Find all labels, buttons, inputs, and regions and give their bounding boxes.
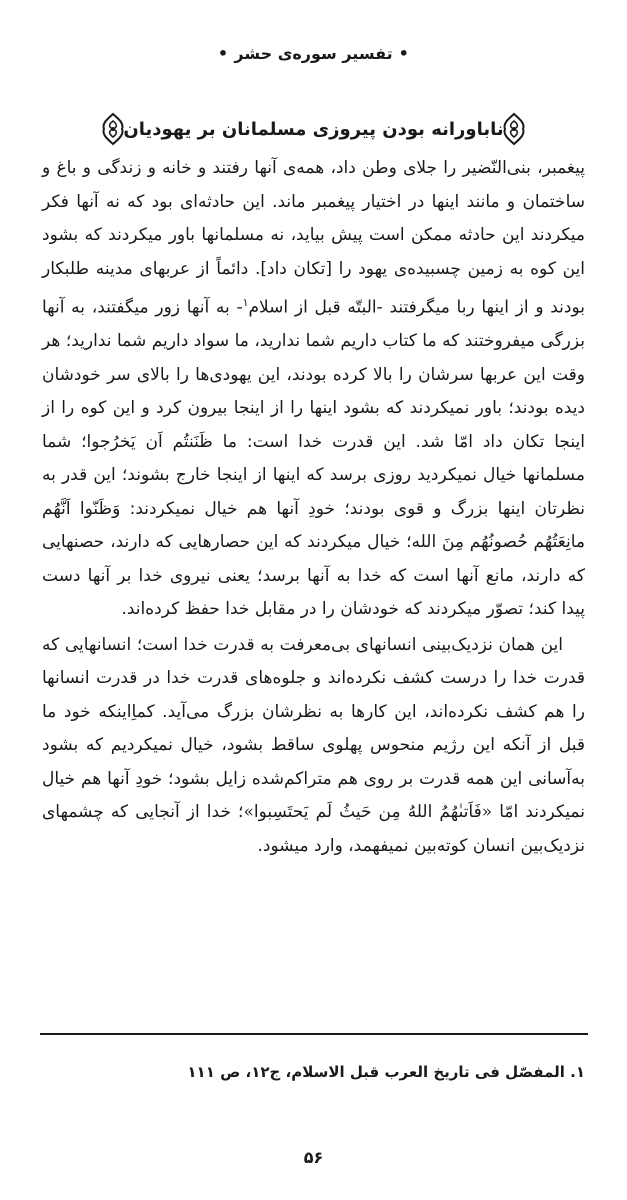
section-heading [100,112,527,146]
knot-ornament-icon [100,112,126,146]
knot-ornament-icon [501,112,527,146]
paragraph-2-text-b: ؛ خدا از آنجایی که چشمهای نزدیک‌بین انسان کوته‌بین نمیفهمد، وارد میشود. [42,802,585,856]
paragraph-1 [42,152,585,627]
header-bullet-left: • [217,44,229,63]
page-number: ۵۶ [303,1148,324,1167]
paragraph-2 [42,629,585,864]
quran-quote-1: ما ظَنَنتُم اَن یَخرُجوا [86,431,237,452]
paragraph-2-text-a: این همان نزدیک‌بینی انسانهای بی‌معرفت به قدرت خدا است؛ انسانهایی که قدرت خدا را درست کشف نکرده‌اند و جلوه‌های قدرت خدا در قدرت انسانها را هم کشف نکرده‌اند، این کارها به نظرشان بزرگ می‌آید. کماِاینکه خود ما قبل از آنکه این رژیم منحوس پهلوی ساقط بشود، خیال نمیکردیم که بشود به‌آسانی این همه قدرت بر روی هم متراکم‌شده زایل بشود؛ خودِ آنها هم خیال نمیکردند امّا [42,634,585,823]
footnote: ۱. المفصّل فی تاریخ العرب قبل الاسلام، ج۱۲، ص ۱۱۱ [187,1063,585,1081]
footnote-divider [40,1033,588,1035]
paragraph-1-text-d: ؛ خیال میکردند که این حصارهایی که دارند، حصنهایی که دارند، مانع آنها است که خدا به آنها برسد؛ یعنی نیروی خدا بر آنها دست پیدا کند؛ تصوّر میکردند که خودشان را در مقابل خدا حفظ کرده‌اند. [42,532,585,620]
section-title: ناباورانه بودن پیروزی مسلمانان بر یهودیان [123,118,504,140]
header-bullet-right: • [398,44,410,63]
paragraph-1-text-c: ؛ شما مسلمانها خیال نمیکردید روزی برسد که اینها از اینجا خارج بشوند؛ این قدر به نظرتان اینها بزرگ و قوی بودند؛ خودِ آنها هم خیال نمیکردند: [42,431,585,519]
quran-quote-3: «فَاَتىٰهُمُ اللهُ مِن حَیثُ لَم یَحتَسِبوا» [243,802,493,823]
footnote-marker: ۱ [242,296,249,309]
quran-quote-2: وَظَنّوا اَنَّهُم مانِعَتُهُم حُصونُهُم مِنَ الله [42,498,585,553]
running-header [0,44,627,63]
running-title: تفسیر سوره‌ی حشر [234,44,393,63]
paragraph-1-text-a: پیغمبر، بنی‌النّضیر را جلای وطن داد، همه‌ی آنها رفتند و خانه و زندگی و باغ و ساختمان و مانند اینها در اختیار پیغمبر ماند. این حادثه‌ای بود که نه آنها فکر میکردند این حادثه ممکن است پیش بیاید، نه مسلمانها باور میکردند که بشود این کوه به زمین چسبیده‌ی یهود را [تکان داد]. دائماً از عربهای مدینه طلبکار بودند و از اینها ربا میگرفتند -البتّه قبل از اسلام [42,158,585,318]
paragraph-1-text-b: - به آنها زور میگفتند، به آنها بزرگی میفروختند که ما کتاب داریم شما ندارید، ما سواد داریم شما ندارید؛ هر وقت این عربها سرشان را بالا کرده بودند، این یهودی‌ها را بالای سر خودشان دیده بودند؛ باور نمیکردند که بشود اینها را از اینجا بیرون کرد و این کوه را از اینجا تکان داد امّا شد. این قدرت خدا است: [42,297,585,452]
body-text [42,152,585,863]
